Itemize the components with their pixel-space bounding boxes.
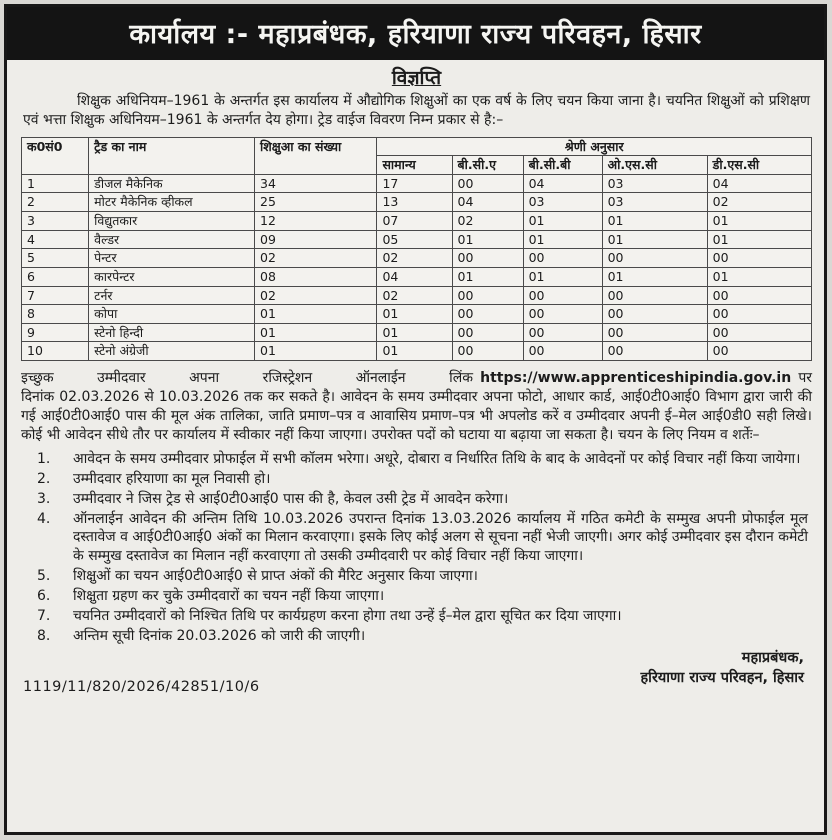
cell-bca: 00 (452, 342, 523, 361)
cell-dsc: 01 (707, 230, 811, 249)
signature-block (640, 649, 804, 694)
cell-count: 09 (255, 230, 377, 249)
table-row (22, 286, 812, 305)
table-row (22, 267, 812, 286)
condition-number: 3. (37, 490, 51, 507)
table-row (22, 174, 812, 193)
footer (21, 647, 812, 694)
condition-number: 7. (37, 608, 51, 625)
condition-item (21, 627, 812, 645)
cell-trade: कारपेन्टर (89, 267, 255, 286)
apply-rest-text: पर दिनांक 02.03.2026 से 10.03.2026 तक कर सकते है। आवेदन के समय उम्मीदवार अपना फोटो, आधार कार्ड, आई0टी0आई0 विभाग द्वारा जारी की गई आई0टी0आई0 पास की मूल अंक तालिका, जाति प्रमाण–पत्र व आवासिय प्रमाण–पत्र भी अपलोड करें व उम्मीदवार अपनी ई–मेल आई0डी0 सही लिखे। कोई भी आवेदन सीधे तौर पर कार्यालय में स्वीकार नहीं किया जाएगा। उपरोक्त पदों को घटाया या बढ़ाया जा सकता है। चयन के लिए नियम व शर्तेः– (21, 370, 812, 443)
cell-trade: मोटर मैकेनिक व्हीकल (89, 193, 255, 212)
condition-text: उम्मीदवार हरियाणा का मूल निवासी हो। (73, 470, 271, 487)
condition-text: ऑनलाईन आवेदन की अन्तिम तिथि 10.03.2026 उपरान्त दिनांक 13.03.2026 कार्यालय में गठित कमेटी के सम्मुख अपनी प्रोफाईल मूल दस्तावेज व आई0टी0आई0 अंकों का मिलान करवाएगा। इसके लिए कोई अलग से सूचना नहीं भेजी जाएगी। अगर कोई उम्मीदवार इस दौरान कमेटी के सम्मुख दस्तावेज का मिलान नहीं करवाएगा तो उसकी उम्मीदवारी पर कोई विचार नहीं किया जाएगा। (73, 511, 808, 564)
cell-general: 01 (377, 305, 452, 324)
cell-general: 01 (377, 323, 452, 342)
condition-number: 2. (37, 470, 51, 487)
cell-count: 01 (255, 342, 377, 361)
cell-bca: 01 (452, 267, 523, 286)
column-header-category-group: श्रेणी अनुसार (377, 137, 812, 156)
table-row (22, 249, 812, 268)
cell-serial: 10 (22, 342, 89, 361)
condition-item (21, 607, 812, 625)
cell-general: 02 (377, 249, 452, 268)
cell-bca: 00 (452, 286, 523, 305)
condition-number: 8. (37, 628, 51, 645)
signature-title: महाप्रबंधक, (741, 650, 804, 667)
condition-text: शिक्षुता ग्रहण कर चुके उम्मीदवारों का चयन नहीं किया जाएगा। (73, 587, 385, 604)
cell-serial: 5 (22, 249, 89, 268)
cell-general: 01 (377, 342, 452, 361)
reference-number: 1119/11/820/2026/42851/10/6 (23, 678, 260, 695)
column-header-category-0: सामान्य (377, 156, 452, 175)
cell-osc: 00 (602, 323, 707, 342)
cell-bcb: 00 (523, 286, 602, 305)
condition-text: अन्तिम सूची दिनांक 20.03.2026 को जारी की जाएगी। (73, 628, 366, 645)
column-header-count: शिक्षुआ का संख्या (255, 137, 377, 174)
trades-table (21, 137, 812, 362)
cell-count: 08 (255, 267, 377, 286)
cell-bcb: 00 (523, 249, 602, 268)
cell-bcb: 01 (523, 212, 602, 231)
condition-item (21, 470, 812, 488)
cell-bcb: 00 (523, 305, 602, 324)
cell-general: 05 (377, 230, 452, 249)
cell-bcb: 04 (523, 174, 602, 193)
column-header-category-2: बी.सी.बी (523, 156, 602, 175)
condition-number: 5. (37, 567, 51, 584)
cell-count: 02 (255, 286, 377, 305)
cell-count: 12 (255, 212, 377, 231)
cell-bcb: 00 (523, 342, 602, 361)
condition-item (21, 567, 812, 585)
table-header-row-1 (22, 137, 812, 156)
cell-dsc: 01 (707, 267, 811, 286)
table-row (22, 212, 812, 231)
cell-general: 04 (377, 267, 452, 286)
cell-dsc: 00 (707, 342, 811, 361)
cell-bcb: 03 (523, 193, 602, 212)
cell-general: 17 (377, 174, 452, 193)
table-row (22, 323, 812, 342)
condition-item (21, 510, 812, 565)
cell-general: 13 (377, 193, 452, 212)
cell-trade: विद्युतकार (89, 212, 255, 231)
cell-serial: 1 (22, 174, 89, 193)
table-row (22, 305, 812, 324)
cell-osc: 00 (602, 249, 707, 268)
signature-office: हरियाणा राज्य परिवहन, हिसार (640, 670, 804, 686)
cell-bcb: 01 (523, 230, 602, 249)
cell-bcb: 01 (523, 267, 602, 286)
cell-serial: 7 (22, 286, 89, 305)
column-header-category-3: ओ.एस.सी (602, 156, 707, 175)
column-header-category-1: बी.सी.ए (452, 156, 523, 175)
condition-text: उम्मीदवार ने जिस ट्रेड से आई0टी0आई0 पास की है, केवल उसी ट्रेड में आवदेन करेगा। (73, 490, 509, 507)
intro-paragraph: शिक्षुक अधिनियम–1961 के अन्तर्गत इस कार्यालय में औद्योगिक शिक्षुओं का एक वर्ष के लिए चयन किया जाना है। चयनित शिक्षुओं को प्रशिक्षण एवं भत्ता शिक्षुक अधिनियम–1961 के अन्तर्गत देय होगा। ट्रेड वाईज विवरण निम्न प्रकार से है:– (23, 93, 810, 128)
cell-bca: 00 (452, 174, 523, 193)
cell-dsc: 00 (707, 305, 811, 324)
cell-osc: 01 (602, 212, 707, 231)
cell-bca: 00 (452, 305, 523, 324)
table-row (22, 230, 812, 249)
cell-count: 01 (255, 305, 377, 324)
notice-body (7, 60, 824, 695)
cell-bca: 01 (452, 230, 523, 249)
cell-serial: 3 (22, 212, 89, 231)
office-header-banner (7, 7, 824, 60)
cell-serial: 9 (22, 323, 89, 342)
cell-dsc: 00 (707, 249, 811, 268)
cell-osc: 00 (602, 342, 707, 361)
cell-dsc: 00 (707, 286, 811, 305)
cell-trade: पेन्टर (89, 249, 255, 268)
cell-trade: टर्नर (89, 286, 255, 305)
cell-general: 02 (377, 286, 452, 305)
cell-trade: स्टेनो हिन्दी (89, 323, 255, 342)
condition-item (21, 490, 812, 508)
table-row (22, 193, 812, 212)
cell-dsc: 04 (707, 174, 811, 193)
cell-osc: 03 (602, 193, 707, 212)
cell-serial: 8 (22, 305, 89, 324)
trades-table-body (22, 174, 812, 360)
cell-count: 02 (255, 249, 377, 268)
column-header-category-4: डी.एस.सी (707, 156, 811, 175)
cell-trade: डीजल मैकेनिक (89, 174, 255, 193)
office-title: कार्यालय :- महाप्रबंधक, हरियाणा राज्य परिवहन, हिसार (129, 19, 702, 50)
cell-trade: कोपा (89, 305, 255, 324)
cell-dsc: 00 (707, 323, 811, 342)
cell-serial: 6 (22, 267, 89, 286)
column-header-serial: क0सं0 (22, 137, 89, 174)
cell-bca: 00 (452, 249, 523, 268)
apprenticeship-url: https://www.apprenticeshipindia.gov.in (480, 370, 792, 386)
cell-bca: 04 (452, 193, 523, 212)
cell-bca: 02 (452, 212, 523, 231)
apply-paragraph (21, 369, 812, 445)
condition-item (21, 587, 812, 605)
cell-serial: 4 (22, 230, 89, 249)
cell-dsc: 01 (707, 212, 811, 231)
cell-dsc: 02 (707, 193, 811, 212)
cell-bcb: 00 (523, 323, 602, 342)
cell-trade: स्टेनो अंग्रेजी (89, 342, 255, 361)
cell-osc: 00 (602, 286, 707, 305)
cell-osc: 01 (602, 230, 707, 249)
condition-text: आवेदन के समय उम्मीदवार प्रोफाईल में सभी कॉलम भरेगा। अधूरे, दोबारा व निर्धारित तिथि के बाद के आवेदनों पर कोई विचार नहीं किया जायेगा। (73, 450, 801, 467)
cell-osc: 00 (602, 305, 707, 324)
apply-lead-text: इच्छुक उम्मीदवार अपना रजिस्ट्रेशन ऑनलाईन लिंक (21, 370, 473, 386)
cell-count: 01 (255, 323, 377, 342)
cell-trade: वैल्डर (89, 230, 255, 249)
document-sheet (4, 4, 827, 835)
condition-text: चयनित उम्मीदवारों को निश्चित तिथि पर कार्यग्रहण करना होगा तथा उन्हें ई–मेल द्वारा सूचित कर दिया जाएगा। (73, 608, 622, 625)
cell-bca: 00 (452, 323, 523, 342)
notice-title: विज्ञप्ति (391, 67, 442, 89)
cell-osc: 03 (602, 174, 707, 193)
cell-count: 34 (255, 174, 377, 193)
table-row (22, 342, 812, 361)
condition-number: 4. (37, 511, 51, 528)
cell-count: 25 (255, 193, 377, 212)
cell-serial: 2 (22, 193, 89, 212)
condition-item (21, 450, 812, 468)
condition-number: 6. (37, 587, 51, 604)
column-header-trade: ट्रैड का नाम (89, 137, 255, 174)
cell-osc: 01 (602, 267, 707, 286)
condition-number: 1. (37, 450, 51, 467)
condition-text: शिक्षुओं का चयन आई0टी0आई0 से प्राप्त अंकों की मैरिट अनुसार किया जाएगा। (73, 567, 478, 584)
cell-general: 07 (377, 212, 452, 231)
conditions-list (21, 450, 812, 646)
